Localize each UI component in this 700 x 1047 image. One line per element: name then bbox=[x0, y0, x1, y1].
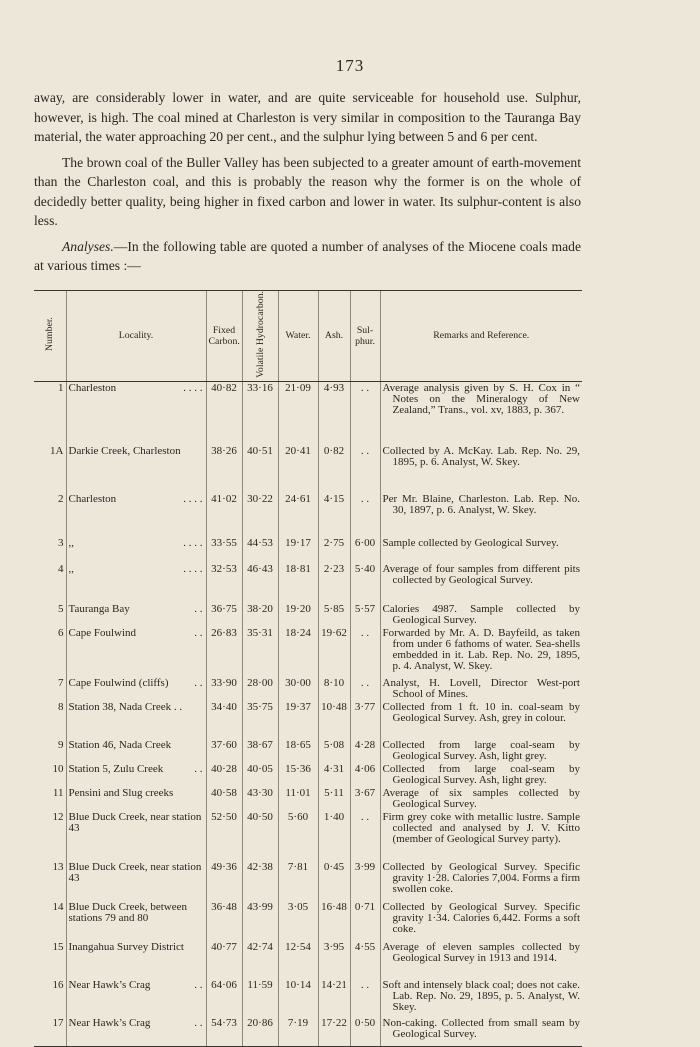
remarks-text: Analyst, H. Lovell, Director West-port School of Mines. bbox=[382, 677, 580, 701]
table-body bbox=[34, 381, 582, 1047]
row-number: 9 bbox=[58, 739, 64, 752]
row-water: 18·81 bbox=[278, 563, 318, 603]
table-row bbox=[34, 563, 582, 603]
row-remarks bbox=[380, 603, 582, 627]
body-text bbox=[34, 88, 581, 282]
row-fixed-carbon: 36·75 bbox=[206, 603, 242, 627]
row-ash: 8·10 bbox=[318, 677, 350, 701]
row-fixed-carbon: 41·02 bbox=[206, 493, 242, 537]
row-locality bbox=[66, 1017, 206, 1047]
table-row bbox=[34, 1017, 582, 1047]
locality-name: Cape Foulwind (cliffs) bbox=[68, 677, 169, 690]
row-volatile-hydrocarbon: 33·16 bbox=[242, 381, 278, 445]
row-number: 14 bbox=[52, 901, 64, 914]
row-volatile-hydrocarbon: 40·05 bbox=[242, 763, 278, 787]
row-number: 11 bbox=[52, 787, 64, 800]
row-volatile-hydrocarbon: 11·59 bbox=[242, 979, 278, 1017]
locality-leader-dots: . . bbox=[194, 627, 203, 640]
header-number: Number. bbox=[34, 291, 66, 382]
table-row bbox=[34, 677, 582, 701]
remarks-text: Collected by A. McKay. Lab. Rep. No. 29, 1895, p. 6. Analyst, W. Skey. bbox=[382, 445, 580, 469]
row-locality bbox=[66, 445, 206, 493]
row-number: 6 bbox=[58, 627, 64, 640]
row-number: 1A bbox=[50, 445, 64, 458]
page-number: 173 bbox=[335, 56, 365, 75]
row-sulphur: 0·71 bbox=[350, 901, 380, 941]
row-sulphur: . . bbox=[350, 979, 380, 1017]
remarks-text: Average of six samples collected by Geological Survey. bbox=[382, 787, 580, 811]
row-ash: 1·40 bbox=[318, 811, 350, 861]
remarks-text: Collected by Geological Survey. Specific gravity 1·28. Calories 7,004. Forms a firm swollen coke. bbox=[382, 861, 580, 896]
row-water: 3·05 bbox=[278, 901, 318, 941]
locality-leader-dots: . . . . bbox=[183, 537, 203, 550]
locality-name: Charleston bbox=[68, 381, 117, 394]
row-volatile-hydrocarbon: 20·86 bbox=[242, 1017, 278, 1047]
row-ash: 19·62 bbox=[318, 627, 350, 677]
header-sulphur: Sul-phur. bbox=[350, 291, 380, 382]
row-water: 11·01 bbox=[278, 787, 318, 811]
row-sulphur: . . bbox=[350, 811, 380, 861]
row-fixed-carbon: 40·28 bbox=[206, 763, 242, 787]
row-remarks bbox=[380, 493, 582, 537]
locality-leader-dots: . . . . bbox=[183, 563, 203, 576]
row-ash: 0·82 bbox=[318, 445, 350, 493]
row-remarks bbox=[380, 811, 582, 861]
row-fixed-carbon: 40·58 bbox=[206, 787, 242, 811]
locality-leader-dots bbox=[203, 740, 204, 751]
header-volatile-hydrocarbon: Volatile Hydrocarbon. bbox=[242, 291, 278, 382]
row-water: 5·60 bbox=[278, 811, 318, 861]
row-volatile-hydrocarbon: 28·00 bbox=[242, 677, 278, 701]
row-sulphur: . . bbox=[350, 445, 380, 493]
row-remarks bbox=[380, 537, 582, 563]
row-ash: 3·95 bbox=[318, 941, 350, 979]
locality-name: Near Hawk’s Crag bbox=[68, 979, 151, 992]
row-water: 18·65 bbox=[278, 739, 318, 763]
paragraph-analyses-intro bbox=[34, 237, 581, 276]
table-row bbox=[34, 381, 582, 445]
row-ash: 5·85 bbox=[318, 603, 350, 627]
remarks-text: Firm grey coke with metallic lustre. Sample collected and analysed by J. V. Kitto (member of Geological Survey party). bbox=[382, 811, 580, 846]
locality-name: Darkie Creek, Charleston bbox=[68, 445, 181, 458]
row-volatile-hydrocarbon: 40·51 bbox=[242, 445, 278, 493]
remarks-text: Average of four samples from different pits collected by Geological Survey. bbox=[382, 563, 580, 587]
locality-name: Station 46, Nada Creek bbox=[68, 739, 172, 752]
row-volatile-hydrocarbon: 35·75 bbox=[242, 701, 278, 739]
row-number: 4 bbox=[58, 563, 64, 576]
locality-leader-dots: . . bbox=[194, 603, 203, 616]
row-ash: 4·93 bbox=[318, 381, 350, 445]
locality-name: Blue Duck Creek, between stations 79 and 80 bbox=[68, 901, 188, 925]
remarks-text: Forwarded by Mr. A. D. Bayfeild, as taken from under 6 fathoms of water. Sea-shells embedded in it. Lab. Rep. No. 29, 1895, p. 4. Analyst, W. Skey. bbox=[382, 627, 580, 673]
row-fixed-carbon: 40·77 bbox=[206, 941, 242, 979]
row-ash: 17·22 bbox=[318, 1017, 350, 1047]
row-sulphur: . . bbox=[350, 677, 380, 701]
row-number: 12 bbox=[52, 811, 64, 824]
locality-name: Tauranga Bay bbox=[68, 603, 130, 616]
row-ash: 10·48 bbox=[318, 701, 350, 739]
row-sulphur: 5·40 bbox=[350, 563, 380, 603]
row-volatile-hydrocarbon: 35·31 bbox=[242, 627, 278, 677]
table-row bbox=[34, 979, 582, 1017]
row-volatile-hydrocarbon: 43·30 bbox=[242, 787, 278, 811]
row-remarks bbox=[380, 627, 582, 677]
row-locality bbox=[66, 787, 206, 811]
row-locality bbox=[66, 979, 206, 1017]
remarks-text: Average analysis given by S. H. Cox in “ Notes on the Mineralogy of New Zealand,” Trans., vol. xv, 1883, p. 367. bbox=[382, 381, 580, 416]
row-number: 8 bbox=[58, 701, 64, 714]
row-number: 5 bbox=[58, 603, 64, 616]
row-fixed-carbon: 49·36 bbox=[206, 861, 242, 901]
row-volatile-hydrocarbon: 43·99 bbox=[242, 901, 278, 941]
locality-name: Cape Foulwind bbox=[68, 627, 137, 640]
row-fixed-carbon: 54·73 bbox=[206, 1017, 242, 1047]
locality-name: Station 38, Nada Creek . . bbox=[68, 701, 183, 714]
row-remarks bbox=[380, 763, 582, 787]
row-volatile-hydrocarbon: 42·74 bbox=[242, 941, 278, 979]
table-row bbox=[34, 941, 582, 979]
locality-leader-dots bbox=[203, 902, 204, 924]
locality-leader-dots bbox=[203, 942, 204, 953]
locality-leader-dots: . . . . bbox=[183, 381, 203, 394]
row-ash: 0·45 bbox=[318, 861, 350, 901]
remarks-text: Collected from large coal-seam by Geological Survey. Ash, light grey. bbox=[382, 739, 580, 763]
remarks-text: Collected from large coal-seam by Geological Survey. Ash, light grey. bbox=[382, 763, 580, 787]
row-sulphur: 3·99 bbox=[350, 861, 380, 901]
table-row bbox=[34, 861, 582, 901]
row-sulphur: 0·50 bbox=[350, 1017, 380, 1047]
row-ash: 14·21 bbox=[318, 979, 350, 1017]
row-locality bbox=[66, 901, 206, 941]
remarks-text: Collected by Geological Survey. Specific gravity 1·34. Calories 6,442. Forms a soft coke. bbox=[382, 901, 580, 936]
row-remarks bbox=[380, 563, 582, 603]
locality-name: Pensini and Slug creeks bbox=[68, 787, 174, 800]
remarks-text: Collected from 1 ft. 10 in. coal-seam by Geological Survey. Ash, grey in colour. bbox=[382, 701, 580, 725]
row-sulphur: 6·00 bbox=[350, 537, 380, 563]
header-ash: Ash. bbox=[318, 291, 350, 382]
row-locality bbox=[66, 493, 206, 537]
locality-leader-dots bbox=[203, 788, 204, 799]
row-fixed-carbon: 40·82 bbox=[206, 381, 242, 445]
header-locality: Locality. bbox=[66, 291, 206, 382]
row-sulphur: . . bbox=[350, 381, 380, 445]
row-locality bbox=[66, 739, 206, 763]
row-water: 7·19 bbox=[278, 1017, 318, 1047]
row-water: 19·37 bbox=[278, 701, 318, 739]
row-fixed-carbon: 64·06 bbox=[206, 979, 242, 1017]
row-volatile-hydrocarbon: 38·67 bbox=[242, 739, 278, 763]
analyses-heading: Analyses. bbox=[62, 238, 114, 254]
locality-name: Charleston bbox=[68, 493, 117, 506]
locality-leader-dots: . . bbox=[194, 763, 203, 776]
remarks-text: Calories 4987. Sample collected by Geological Survey. bbox=[382, 603, 580, 627]
row-remarks bbox=[380, 861, 582, 901]
row-volatile-hydrocarbon: 38·20 bbox=[242, 603, 278, 627]
row-water: 10·14 bbox=[278, 979, 318, 1017]
row-number: 15 bbox=[52, 941, 64, 954]
row-ash: 4·31 bbox=[318, 763, 350, 787]
row-water: 12·54 bbox=[278, 941, 318, 979]
row-locality bbox=[66, 861, 206, 901]
row-locality bbox=[66, 811, 206, 861]
row-number: 7 bbox=[58, 677, 64, 690]
row-remarks bbox=[380, 1017, 582, 1047]
row-number: 17 bbox=[34, 1017, 66, 1047]
row-sulphur: 3·67 bbox=[350, 787, 380, 811]
row-water: 19·20 bbox=[278, 603, 318, 627]
row-fixed-carbon: 34·40 bbox=[206, 701, 242, 739]
header-remarks: Remarks and Reference. bbox=[380, 291, 582, 382]
row-ash: 5·11 bbox=[318, 787, 350, 811]
remarks-text: Soft and intensely black coal; does not cake. Lab. Rep. No. 29, 1895, p. 5. Analyst, W. Skey. bbox=[382, 979, 580, 1014]
table-row bbox=[34, 739, 582, 763]
row-sulphur: 4·28 bbox=[350, 739, 380, 763]
row-water: 7·81 bbox=[278, 861, 318, 901]
row-remarks bbox=[380, 941, 582, 979]
row-remarks bbox=[380, 901, 582, 941]
row-locality bbox=[66, 627, 206, 677]
paragraph-2: The brown coal of the Buller Valley has been subjected to a greater amount of earth-movement than the Charleston coal, and this is probably the reason why the former is on the whole of decidedly better quality, being higher in fixed carbon and lower in water. Its sulphur-content is also less. bbox=[34, 154, 581, 228]
row-sulphur: 3·77 bbox=[350, 701, 380, 739]
row-water: 20·41 bbox=[278, 445, 318, 493]
table-row bbox=[34, 537, 582, 563]
table-row bbox=[34, 445, 582, 493]
row-number: 16 bbox=[52, 979, 64, 992]
row-ash: 16·48 bbox=[318, 901, 350, 941]
row-fixed-carbon: 36·48 bbox=[206, 901, 242, 941]
row-sulphur: 4·55 bbox=[350, 941, 380, 979]
row-remarks bbox=[380, 787, 582, 811]
remarks-text: Non-caking. Collected from small seam by Geological Survey. bbox=[382, 1017, 580, 1041]
row-remarks bbox=[380, 739, 582, 763]
locality-leader-dots bbox=[203, 446, 204, 457]
row-water: 24·61 bbox=[278, 493, 318, 537]
row-remarks bbox=[380, 979, 582, 1017]
locality-name: ,, bbox=[68, 563, 74, 576]
table-row bbox=[34, 901, 582, 941]
row-locality bbox=[66, 603, 206, 627]
row-locality bbox=[66, 537, 206, 563]
row-ash: 2·23 bbox=[318, 563, 350, 603]
row-fixed-carbon: 37·60 bbox=[206, 739, 242, 763]
locality-leader-dots: . . bbox=[194, 979, 203, 992]
row-number: 2 bbox=[58, 493, 64, 506]
row-locality bbox=[66, 563, 206, 603]
row-water: 18·24 bbox=[278, 627, 318, 677]
analyses-table bbox=[34, 290, 582, 1047]
row-water: 19·17 bbox=[278, 537, 318, 563]
row-locality bbox=[66, 701, 206, 739]
table-header-row bbox=[34, 291, 582, 382]
locality-name: Station 5, Zulu Creek bbox=[68, 763, 164, 776]
locality-name: Blue Duck Creek, near station 43 bbox=[68, 861, 202, 885]
row-fixed-carbon: 32·53 bbox=[206, 563, 242, 603]
row-fixed-carbon: 52·50 bbox=[206, 811, 242, 861]
row-number: 10 bbox=[52, 763, 64, 776]
locality-leader-dots: . . . . bbox=[183, 493, 203, 506]
table-row bbox=[34, 811, 582, 861]
row-sulphur: 5·57 bbox=[350, 603, 380, 627]
locality-leader-dots bbox=[203, 812, 204, 834]
locality-leader-dots: . . bbox=[194, 1017, 203, 1030]
row-ash: 5·08 bbox=[318, 739, 350, 763]
row-fixed-carbon: 33·90 bbox=[206, 677, 242, 701]
row-locality bbox=[66, 381, 206, 445]
row-number: 1 bbox=[58, 381, 64, 394]
row-number: 13 bbox=[52, 861, 64, 874]
table-row bbox=[34, 627, 582, 677]
row-fixed-carbon: 26·83 bbox=[206, 627, 242, 677]
row-locality bbox=[66, 941, 206, 979]
row-sulphur: . . bbox=[350, 493, 380, 537]
table-row bbox=[34, 787, 582, 811]
row-volatile-hydrocarbon: 30·22 bbox=[242, 493, 278, 537]
table-row bbox=[34, 763, 582, 787]
locality-leader-dots: . . bbox=[194, 677, 203, 690]
locality-name: Inangahua Survey District bbox=[68, 941, 184, 954]
remarks-text: Sample collected by Geological Survey. bbox=[382, 537, 559, 550]
row-locality bbox=[66, 763, 206, 787]
row-remarks bbox=[380, 445, 582, 493]
header-water: Water. bbox=[278, 291, 318, 382]
row-volatile-hydrocarbon: 46·43 bbox=[242, 563, 278, 603]
row-volatile-hydrocarbon: 44·53 bbox=[242, 537, 278, 563]
row-water: 30·00 bbox=[278, 677, 318, 701]
row-volatile-hydrocarbon: 42·38 bbox=[242, 861, 278, 901]
locality-name: Near Hawk’s Crag bbox=[68, 1017, 151, 1030]
locality-name: ,, bbox=[68, 537, 74, 550]
row-ash: 4·15 bbox=[318, 493, 350, 537]
row-remarks bbox=[380, 381, 582, 445]
row-locality bbox=[66, 677, 206, 701]
row-water: 15·36 bbox=[278, 763, 318, 787]
remarks-text: Per Mr. Blaine, Charleston. Lab. Rep. No. 30, 1897, p. 6. Analyst, W. Skey. bbox=[382, 493, 580, 517]
locality-leader-dots bbox=[203, 862, 204, 884]
row-fixed-carbon: 38·26 bbox=[206, 445, 242, 493]
row-remarks bbox=[380, 701, 582, 739]
remarks-text: Average of eleven samples collected by Geological Survey in 1913 and 1914. bbox=[382, 941, 580, 965]
row-fixed-carbon: 33·55 bbox=[206, 537, 242, 563]
locality-leader-dots bbox=[203, 702, 204, 713]
analyses-intro-text: —In the following table are quoted a number of analyses of the Miocene coals made at various times :— bbox=[34, 238, 581, 273]
table-row bbox=[34, 493, 582, 537]
row-sulphur: 4·06 bbox=[350, 763, 380, 787]
row-ash: 2·75 bbox=[318, 537, 350, 563]
row-water: 21·09 bbox=[278, 381, 318, 445]
paragraph-1: away, are considerably lower in water, and are quite serviceable for household use. Sulphur, however, is high. The coal mined at Charleston is very similar in composition to the Tauranga Bay material, the water approaching 20 per cent., and the sulphur lying between 5 and 6 per cent. bbox=[34, 90, 581, 144]
table-row bbox=[34, 701, 582, 739]
header-fixed-carbon: Fixed Carbon. bbox=[206, 291, 242, 382]
locality-name: Blue Duck Creek, near station 43 bbox=[68, 811, 202, 835]
row-remarks bbox=[380, 677, 582, 701]
row-volatile-hydrocarbon: 40·50 bbox=[242, 811, 278, 861]
row-number: 3 bbox=[58, 537, 64, 550]
table-row bbox=[34, 603, 582, 627]
row-sulphur: . . bbox=[350, 627, 380, 677]
